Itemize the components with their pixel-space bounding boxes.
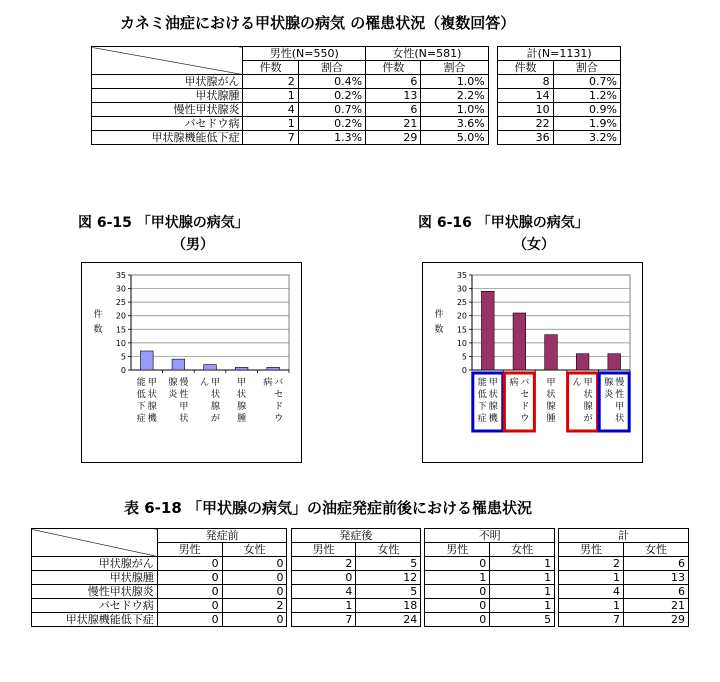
- x-tick-char: 病: [509, 378, 519, 388]
- bar: [545, 335, 558, 370]
- x-tick-char: 性: [179, 390, 189, 400]
- table-cell: 1.0%: [421, 75, 488, 89]
- x-tick-char: 甲: [179, 402, 189, 412]
- table-cell: 2: [291, 557, 356, 571]
- x-tick-char: 腺: [604, 378, 614, 388]
- table1: [91, 46, 621, 145]
- table-cell: 5: [490, 613, 555, 627]
- table-cell: 6: [366, 75, 421, 89]
- bar: [608, 354, 621, 370]
- table-cell: 0: [222, 571, 287, 585]
- x-tick-char: 下: [477, 402, 487, 412]
- table-cell: 7: [291, 613, 356, 627]
- table-cell: 2.2%: [421, 89, 488, 103]
- row-label: 甲状腺がん: [32, 557, 158, 571]
- table-cell: 3.2%: [553, 131, 620, 145]
- x-tick-char: 甲: [237, 378, 247, 388]
- x-tick-char: 甲: [210, 378, 221, 388]
- row-label: 慢性甲状腺炎: [92, 103, 243, 117]
- table1-subheader: 割合: [421, 61, 488, 75]
- x-tick-char: 腺: [583, 402, 593, 412]
- table1-corner: [92, 47, 243, 75]
- table-cell: 1: [490, 571, 555, 585]
- x-tick-char: ド: [274, 402, 284, 412]
- x-tick-char: 状: [147, 390, 157, 400]
- x-tick-label: [604, 376, 624, 424]
- figure16-caption: 図 6-16 「甲状腺の病気」: [418, 215, 589, 231]
- y-tick-label: 25: [115, 298, 126, 308]
- x-tick-char: ん: [572, 378, 582, 388]
- table-cell: 7: [243, 131, 298, 145]
- table-cell: 22: [498, 117, 553, 131]
- table-cell: 1.9%: [553, 117, 620, 131]
- table-row: [92, 103, 621, 117]
- table-cell: 0: [157, 585, 222, 599]
- x-tick-label: [478, 376, 499, 424]
- x-tick-char: 腫: [237, 414, 247, 424]
- x-tick-label: [237, 377, 246, 424]
- table-cell: 1.3%: [298, 131, 365, 145]
- x-tick-label: [263, 376, 283, 424]
- y-tick-label: 5: [120, 352, 126, 362]
- table-cell: 13: [366, 89, 421, 103]
- table-row: [92, 89, 621, 103]
- table-row: [32, 613, 689, 627]
- chart-female: [422, 262, 643, 463]
- table-row: [32, 599, 689, 613]
- table-cell: 0: [425, 613, 490, 627]
- bar: [204, 365, 217, 370]
- table-cell: 36: [498, 131, 553, 145]
- x-tick-label: [137, 376, 158, 424]
- y-axis-label: 件: [434, 310, 444, 320]
- table-cell: 4: [559, 585, 624, 599]
- table2-subheader: 男性: [157, 543, 222, 557]
- table-cell: 0: [222, 585, 287, 599]
- y-tick-label: 20: [115, 311, 126, 321]
- table-row: [32, 585, 689, 599]
- x-tick-char: 病: [263, 378, 273, 388]
- table-cell: 5.0%: [421, 131, 488, 145]
- table-cell: 29: [366, 131, 421, 145]
- x-tick-char: 腺: [147, 402, 157, 412]
- x-tick-char: 炎: [168, 390, 178, 400]
- table1-subheader: 件数: [366, 61, 421, 75]
- table-cell: 4: [243, 103, 298, 117]
- x-tick-label: [546, 377, 555, 424]
- table-cell: 6: [623, 585, 688, 599]
- row-label: 甲状腺機能低下症: [92, 131, 243, 145]
- table2-subheader: 女性: [222, 543, 287, 557]
- x-tick-char: 甲: [583, 378, 593, 388]
- x-tick-char: 機: [488, 414, 498, 424]
- table2-subheader: 女性: [356, 543, 421, 557]
- table-cell: 1: [425, 571, 490, 585]
- table-row: [92, 131, 621, 145]
- table2-corner: [32, 529, 158, 557]
- table2-group-header: 発症前: [157, 529, 287, 543]
- table-cell: 7: [559, 613, 624, 627]
- x-tick-char: 状: [615, 414, 625, 424]
- table-cell: 1.2%: [553, 89, 620, 103]
- x-tick-char: が: [583, 414, 593, 424]
- table-cell: 10: [498, 103, 553, 117]
- x-tick-char: 症: [136, 414, 146, 424]
- table-cell: 1: [243, 117, 298, 131]
- table-cell: 1: [559, 599, 624, 613]
- table-cell: 1: [490, 599, 555, 613]
- table-cell: 0: [222, 613, 287, 627]
- x-tick-char: 炎: [604, 390, 614, 400]
- y-tick-label: 10: [115, 338, 126, 348]
- y-tick-label: 35: [115, 271, 126, 280]
- table2-group-header: 発症後: [291, 529, 421, 543]
- table2-subheader: 女性: [623, 543, 688, 557]
- table-cell: 1: [559, 571, 624, 585]
- table-cell: 0.7%: [553, 75, 620, 89]
- table-cell: 0: [157, 613, 222, 627]
- table-cell: 5: [356, 585, 421, 599]
- bar: [513, 313, 526, 370]
- table-cell: 29: [623, 613, 688, 627]
- y-tick-label: 25: [456, 298, 467, 308]
- x-tick-char: 甲: [147, 378, 157, 388]
- x-tick-char: バ: [274, 378, 284, 388]
- plot-area: [131, 275, 289, 370]
- x-tick-char: ん: [199, 378, 210, 388]
- x-tick-char: 症: [477, 414, 487, 424]
- y-tick-label: 35: [456, 271, 467, 280]
- table-cell: 0.2%: [298, 89, 365, 103]
- x-tick-char: 甲: [615, 402, 625, 412]
- chart-male-svg: [82, 263, 301, 462]
- bar: [172, 359, 185, 370]
- x-tick-char: 状: [583, 390, 593, 400]
- y-tick-label: 15: [456, 325, 467, 335]
- y-axis-label: 数: [93, 325, 103, 335]
- table-cell: 0: [425, 585, 490, 599]
- x-tick-char: 腫: [546, 414, 556, 424]
- table-cell: 1: [243, 89, 298, 103]
- table-cell: 1: [291, 599, 356, 613]
- table-row: [32, 571, 689, 585]
- table1-subheader: 件数: [243, 61, 298, 75]
- table-cell: 1: [490, 585, 555, 599]
- table1-subheader: 割合: [298, 61, 365, 75]
- figure15-subcaption: （男）: [172, 237, 214, 253]
- table-cell: 21: [366, 117, 421, 131]
- bar: [267, 367, 280, 370]
- row-label: バセドウ病: [32, 599, 158, 613]
- table2-subheader: 男性: [291, 543, 356, 557]
- table-cell: 2: [222, 599, 287, 613]
- x-tick-char: 甲: [546, 378, 556, 388]
- x-tick-char: 腺: [168, 378, 178, 388]
- y-tick-label: 20: [456, 311, 467, 321]
- table-cell: 0: [425, 557, 490, 571]
- y-tick-label: 5: [461, 352, 467, 362]
- x-tick-char: ウ: [520, 414, 530, 424]
- table-cell: 0: [157, 599, 222, 613]
- table-cell: 1.0%: [421, 103, 488, 117]
- x-tick-char: 状: [546, 390, 556, 400]
- x-tick-label: [200, 377, 220, 424]
- y-tick-label: 30: [115, 284, 126, 294]
- row-label: 甲状腺機能低下症: [32, 613, 158, 627]
- row-label: 慢性甲状腺炎: [32, 585, 158, 599]
- table-cell: 13: [623, 571, 688, 585]
- y-tick-label: 10: [456, 338, 467, 348]
- x-tick-char: ド: [520, 402, 530, 412]
- x-tick-char: 低: [136, 390, 146, 400]
- table1-group-header: 女性(N=581): [366, 47, 489, 61]
- x-tick-char: 甲: [488, 378, 498, 388]
- x-tick-char: バ: [520, 378, 530, 388]
- table-cell: 2: [559, 557, 624, 571]
- row-label: 甲状腺がん: [92, 75, 243, 89]
- table1-group-header: 計(N=1131): [498, 47, 621, 61]
- x-tick-char: が: [210, 414, 221, 424]
- table-row: [32, 557, 689, 571]
- table2-subheader: 男性: [559, 543, 624, 557]
- row-label: バセドウ病: [92, 117, 243, 131]
- table2-subheader: 男性: [425, 543, 490, 557]
- table-cell: 0: [425, 599, 490, 613]
- x-tick-char: 慢: [179, 378, 189, 388]
- x-tick-char: 慢: [615, 378, 625, 388]
- y-tick-label: 15: [115, 325, 126, 335]
- chart-female-svg: [423, 263, 642, 462]
- x-tick-char: ウ: [274, 414, 284, 424]
- figure16-subcaption: （女）: [513, 237, 555, 253]
- x-tick-char: 腺: [488, 402, 498, 412]
- x-tick-char: セ: [274, 390, 284, 400]
- table-cell: 0.2%: [298, 117, 365, 131]
- y-axis-label: 件: [93, 310, 103, 320]
- x-tick-char: 腺: [210, 402, 221, 412]
- x-tick-char: 状: [179, 414, 189, 424]
- x-tick-char: 性: [615, 390, 625, 400]
- table-cell: 3.6%: [421, 117, 488, 131]
- x-tick-char: 能: [136, 378, 146, 388]
- y-tick-label: 0: [120, 366, 126, 375]
- x-tick-char: 下: [136, 402, 146, 412]
- table-cell: 14: [498, 89, 553, 103]
- x-tick-label: [509, 376, 529, 424]
- y-axis-label: 数: [434, 325, 444, 335]
- table2-title: 表 6-18 「甲状腺の病気」の油症発症前後における罹患状況: [124, 499, 532, 517]
- x-tick-label: [573, 377, 593, 424]
- y-tick-label: 0: [461, 366, 467, 375]
- table-cell: 12: [356, 571, 421, 585]
- figure15-caption: 図 6-15 「甲状腺の病気」: [78, 215, 249, 231]
- table-row: [92, 75, 621, 89]
- table-cell: 5: [356, 557, 421, 571]
- table2-subheader: 女性: [490, 543, 555, 557]
- x-tick-char: セ: [520, 390, 530, 400]
- x-tick-label: [168, 376, 188, 424]
- table-cell: 8: [498, 75, 553, 89]
- x-tick-char: 腺: [237, 402, 247, 412]
- table1-group-header: 男性(N=550): [243, 47, 366, 61]
- table-cell: 0.4%: [298, 75, 365, 89]
- table1-title: カネミ油症における甲状腺の病気 の罹患状況（複数回答）: [120, 14, 516, 32]
- y-tick-label: 30: [456, 284, 467, 294]
- table1-subheader: 件数: [498, 61, 553, 75]
- table-cell: 21: [623, 599, 688, 613]
- x-tick-char: 状: [210, 390, 221, 400]
- x-tick-char: 低: [477, 390, 487, 400]
- table-cell: 0.7%: [298, 103, 365, 117]
- table-cell: 0.9%: [553, 103, 620, 117]
- table-cell: 0: [157, 571, 222, 585]
- table-cell: 0: [222, 557, 287, 571]
- x-tick-char: 機: [147, 414, 157, 424]
- table-cell: 6: [366, 103, 421, 117]
- bar: [140, 351, 153, 370]
- bar: [481, 291, 494, 370]
- row-label: 甲状腺腫: [92, 89, 243, 103]
- table-cell: 6: [623, 557, 688, 571]
- table1-subheader: 割合: [553, 61, 620, 75]
- table-row: [92, 117, 621, 131]
- table2-group-header: 計: [559, 529, 689, 543]
- table-cell: 0: [157, 557, 222, 571]
- chart-male: [81, 262, 302, 463]
- x-tick-char: 腺: [546, 402, 556, 412]
- x-tick-char: 能: [477, 378, 487, 388]
- table-cell: 2: [243, 75, 298, 89]
- table2-group-header: 不明: [425, 529, 555, 543]
- table-cell: 0: [291, 571, 356, 585]
- row-label: 甲状腺腫: [32, 571, 158, 585]
- x-tick-char: 状: [237, 390, 247, 400]
- table-cell: 24: [356, 613, 421, 627]
- x-tick-char: 状: [488, 390, 498, 400]
- table2: [31, 528, 689, 627]
- table-cell: 1: [490, 557, 555, 571]
- table-cell: 18: [356, 599, 421, 613]
- table-cell: 4: [291, 585, 356, 599]
- bar: [235, 367, 248, 370]
- bar: [576, 354, 589, 370]
